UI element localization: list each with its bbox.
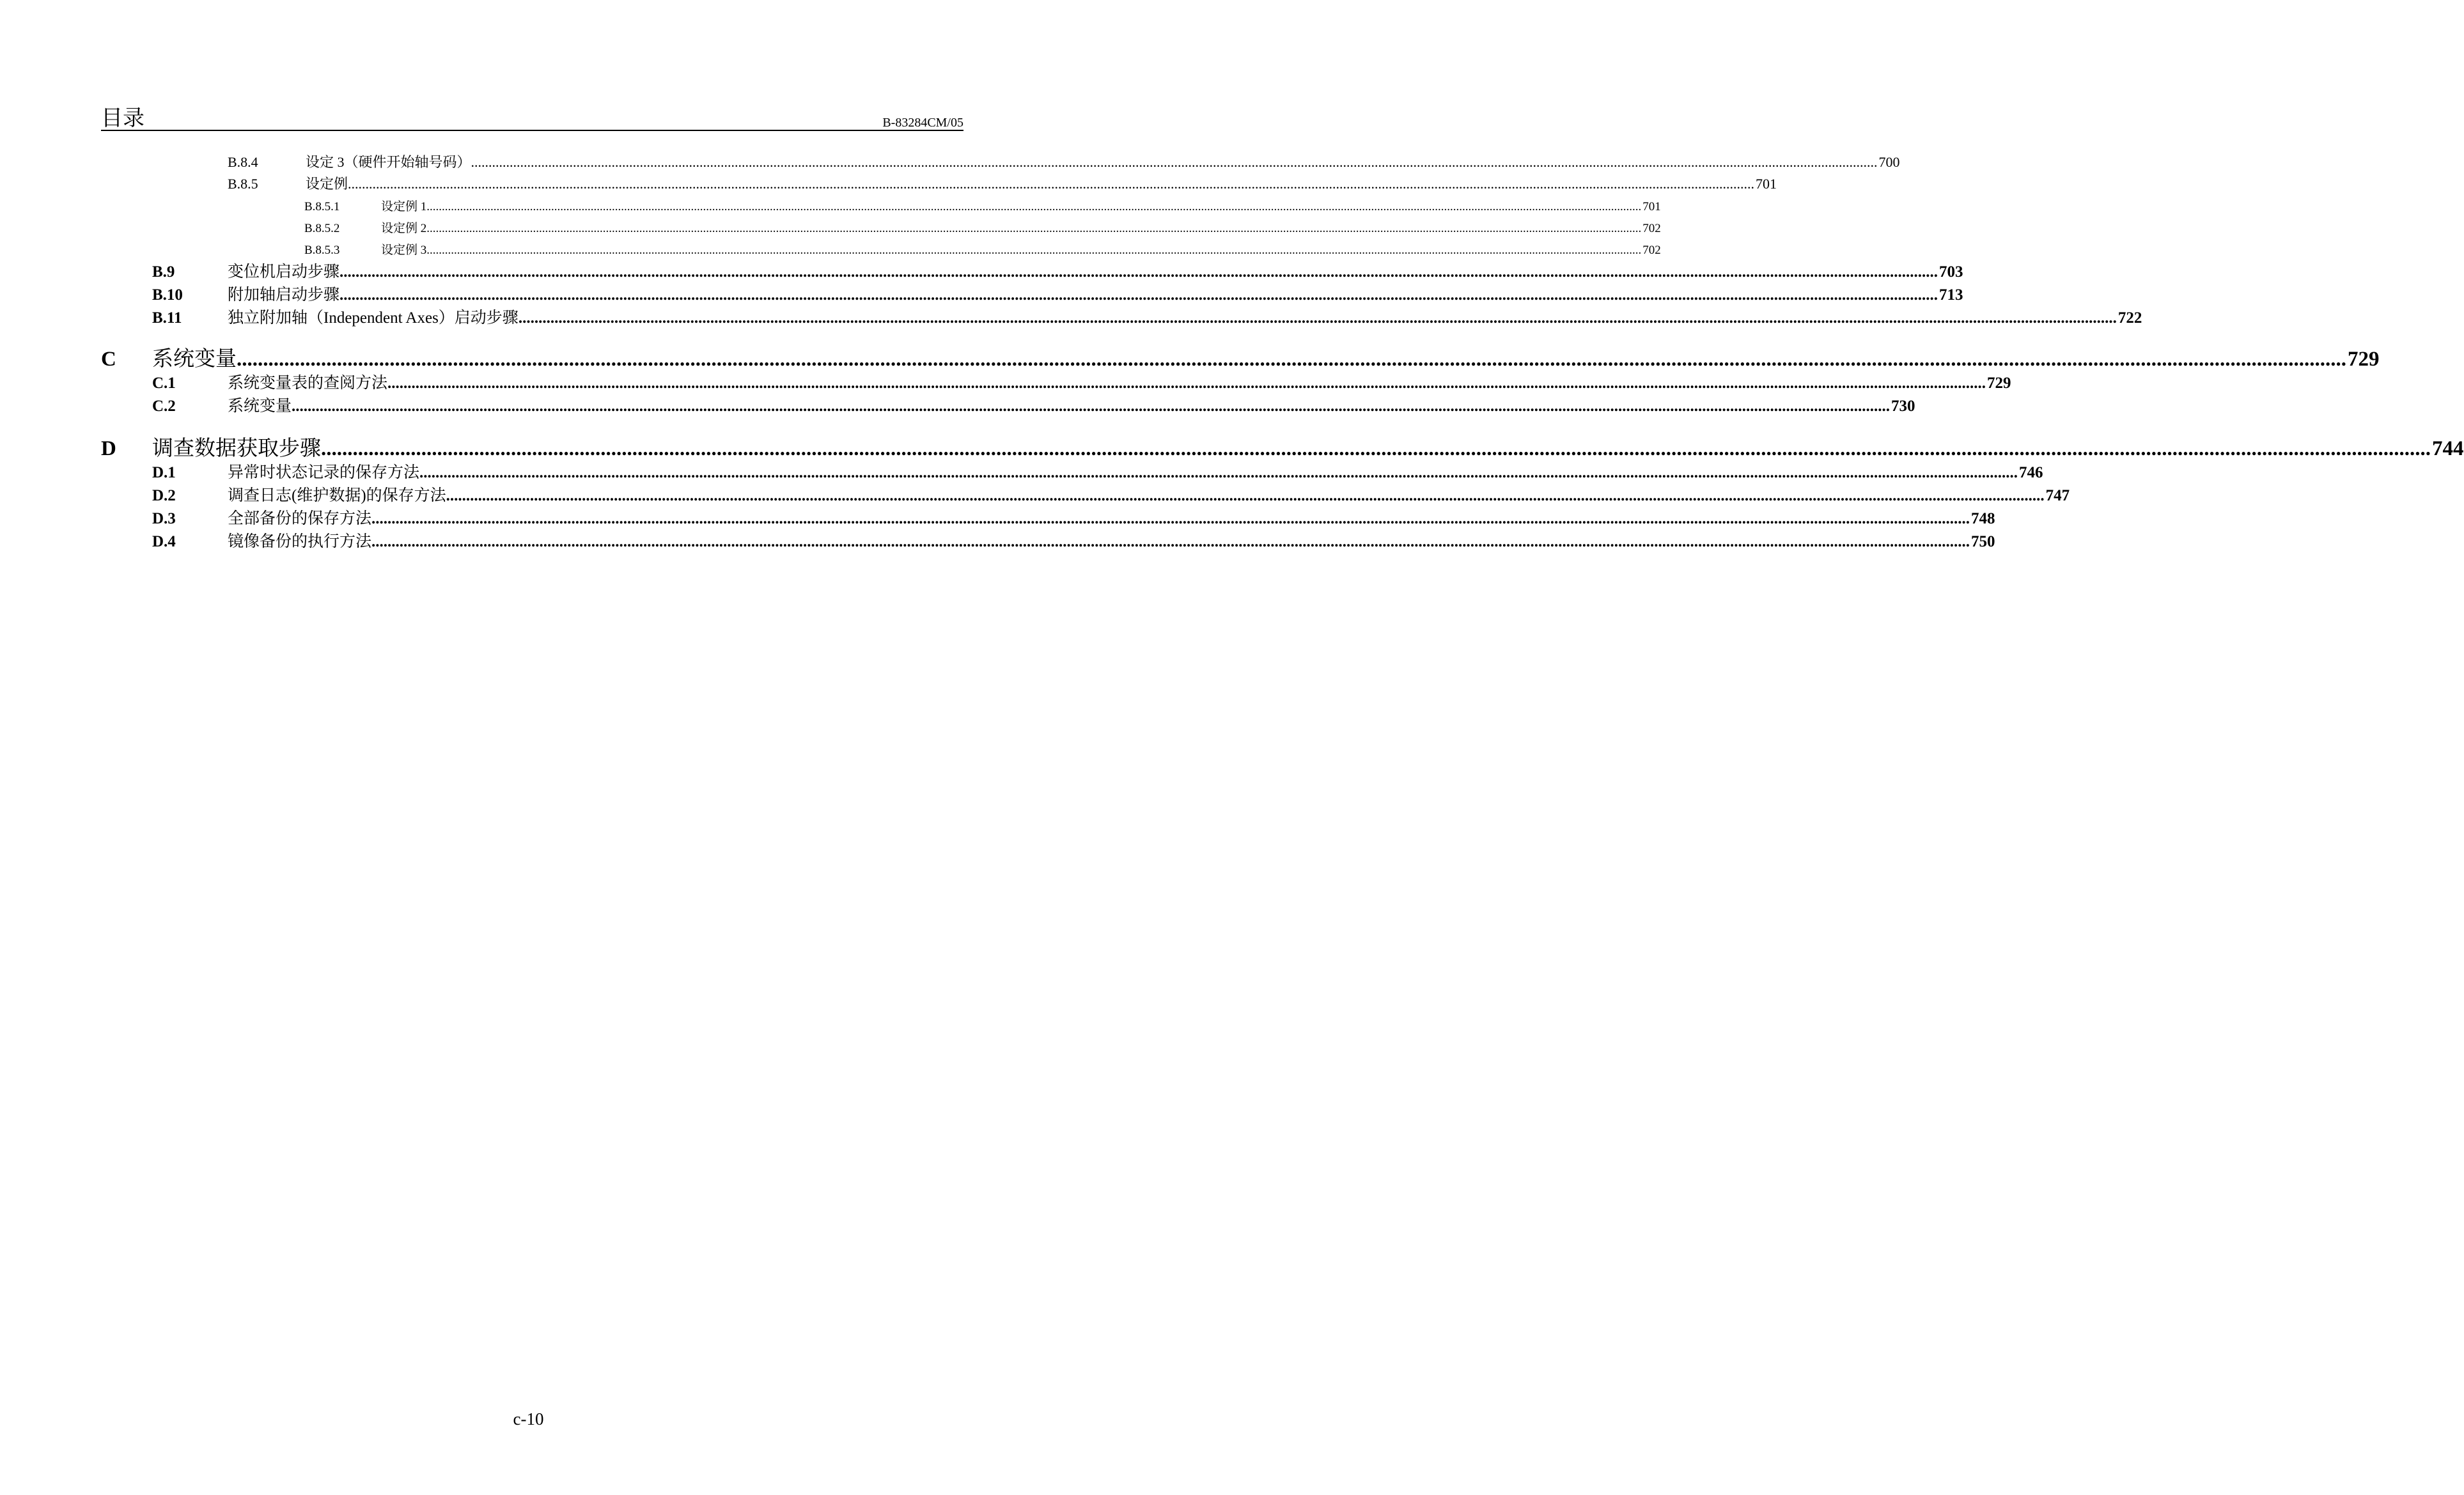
toc-leader-dots: ................................................................................................................................................................................................................................................................................................................................................................................................................ bbox=[446, 487, 2045, 504]
toc-entry-page: 701 bbox=[1642, 200, 1661, 213]
toc-entry-number: B.10 bbox=[152, 286, 183, 304]
toc-leader-dots: ................................................................................................................................................................................................................................................................................................................................................................................................................ bbox=[371, 510, 1970, 527]
toc-leader-dots: ................................................................................................................................................................................................................................................................................................................................................................................................................ bbox=[339, 263, 1938, 281]
toc-leader-dots: ................................................................................................................................................................................................................................................................................................................................................................................................................ bbox=[321, 437, 2431, 460]
page-number: c-10 bbox=[513, 1409, 544, 1429]
toc-entry-number: B.8.5 bbox=[228, 176, 258, 192]
toc-entry-number: D.3 bbox=[152, 510, 176, 527]
toc-entry-number: C.1 bbox=[152, 375, 176, 392]
toc-entry-page: 702 bbox=[1642, 222, 1661, 235]
toc-entry-number: D.2 bbox=[152, 487, 176, 504]
toc-entry-number: D.1 bbox=[152, 464, 176, 481]
document-code: B-83284CM/05 bbox=[882, 116, 963, 130]
toc-entry-page: 750 bbox=[1971, 533, 1995, 550]
toc-entry-title: 镜像备份的执行方法 bbox=[228, 533, 372, 550]
toc-entry-page: 748 bbox=[1971, 510, 1995, 527]
toc-entry-page: 700 bbox=[1878, 154, 1900, 170]
toc-entry-title: 设定例 bbox=[306, 176, 348, 192]
toc-entry-page: 701 bbox=[1756, 176, 1777, 192]
toc-entry-page: 713 bbox=[1939, 286, 1963, 304]
toc-entry-number: B.11 bbox=[152, 309, 182, 327]
toc-leader-dots: ................................................................................................................................................................................................................................................................................................................................................................................................................ bbox=[292, 398, 1891, 415]
toc-entry-title: 设定例 1 bbox=[381, 200, 427, 213]
toc-leader-dots: ................................................................................................................................................................................................................................................................................................................................................................................................................ bbox=[387, 375, 1986, 392]
toc-entry-title: 独立附加轴（Independent Axes）启动步骤 bbox=[228, 309, 519, 327]
toc-entry-page: 722 bbox=[2117, 309, 2142, 327]
toc-entry-number: D.4 bbox=[152, 533, 176, 550]
toc-entry-title: 系统变量 bbox=[228, 398, 292, 415]
toc-leader-dots: ................................................................................................................................................................................................................................................................................................................................................................................................................ bbox=[426, 222, 1642, 235]
toc-entry-title: 系统变量 bbox=[152, 348, 237, 371]
toc-entry-title: 系统变量表的查阅方法 bbox=[228, 375, 388, 392]
toc-entry-title: 附加轴启动步骤 bbox=[228, 286, 340, 304]
toc-entry-title: 调查日志(维护数据)的保存方法 bbox=[228, 487, 446, 504]
toc-entry-title: 变位机启动步骤 bbox=[228, 263, 340, 281]
toc-leader-dots: ................................................................................................................................................................................................................................................................................................................................................................................................................ bbox=[471, 154, 1878, 170]
toc-leader-dots: ................................................................................................................................................................................................................................................................................................................................................................................................................ bbox=[339, 286, 1938, 304]
toc-leader-dots: ................................................................................................................................................................................................................................................................................................................................................................................................................ bbox=[371, 533, 1970, 550]
toc-entry-page: 747 bbox=[2045, 487, 2070, 504]
toc-leader-dots: ................................................................................................................................................................................................................................................................................................................................................................................................................ bbox=[426, 200, 1642, 213]
toc-entry-page: 746 bbox=[2019, 464, 2043, 481]
toc-entry-number: D bbox=[101, 437, 116, 460]
toc-entry-title: 异常时状态记录的保存方法 bbox=[228, 464, 420, 481]
toc-entry-number: B.8.5.1 bbox=[304, 200, 340, 213]
toc-leader-dots: ................................................................................................................................................................................................................................................................................................................................................................................................................ bbox=[426, 244, 1642, 257]
toc-entry-number: B.8.5.2 bbox=[304, 222, 340, 235]
toc-entry-title: 设定例 2 bbox=[381, 222, 427, 235]
toc-entry-title: 调查数据获取步骤 bbox=[152, 437, 321, 460]
toc-leader-dots: ................................................................................................................................................................................................................................................................................................................................................................................................................ bbox=[348, 176, 1755, 192]
toc-entry-title: 全部备份的保存方法 bbox=[228, 510, 372, 527]
toc-entry-page: 702 bbox=[1642, 244, 1661, 257]
toc-entry-number: B.8.5.3 bbox=[304, 244, 340, 257]
toc-entry-page: 729 bbox=[1987, 375, 2011, 392]
toc-entry-number: B.9 bbox=[152, 263, 175, 281]
toc-entry-number: B.8.4 bbox=[228, 154, 258, 170]
toc-entry-page: 730 bbox=[1891, 398, 1915, 415]
toc-entry-title: 设定例 3 bbox=[381, 244, 427, 257]
toc-leader-dots: ................................................................................................................................................................................................................................................................................................................................................................................................................ bbox=[237, 348, 2346, 371]
toc-leader-dots: ................................................................................................................................................................................................................................................................................................................................................................................................................ bbox=[518, 309, 2117, 327]
toc-entry-page: 703 bbox=[1939, 263, 1963, 281]
page-title: 目录 bbox=[101, 107, 144, 130]
toc-entry-number: C bbox=[101, 348, 116, 371]
header-rule bbox=[101, 130, 963, 131]
toc-entry-page: 729 bbox=[2348, 348, 2380, 371]
toc-entry-page: 744 bbox=[2432, 437, 2464, 460]
toc-entry-title: 设定 3（硬件开始轴号码） bbox=[306, 154, 471, 170]
toc-entry-number: C.2 bbox=[152, 398, 176, 415]
toc-leader-dots: ................................................................................................................................................................................................................................................................................................................................................................................................................ bbox=[419, 464, 2018, 481]
